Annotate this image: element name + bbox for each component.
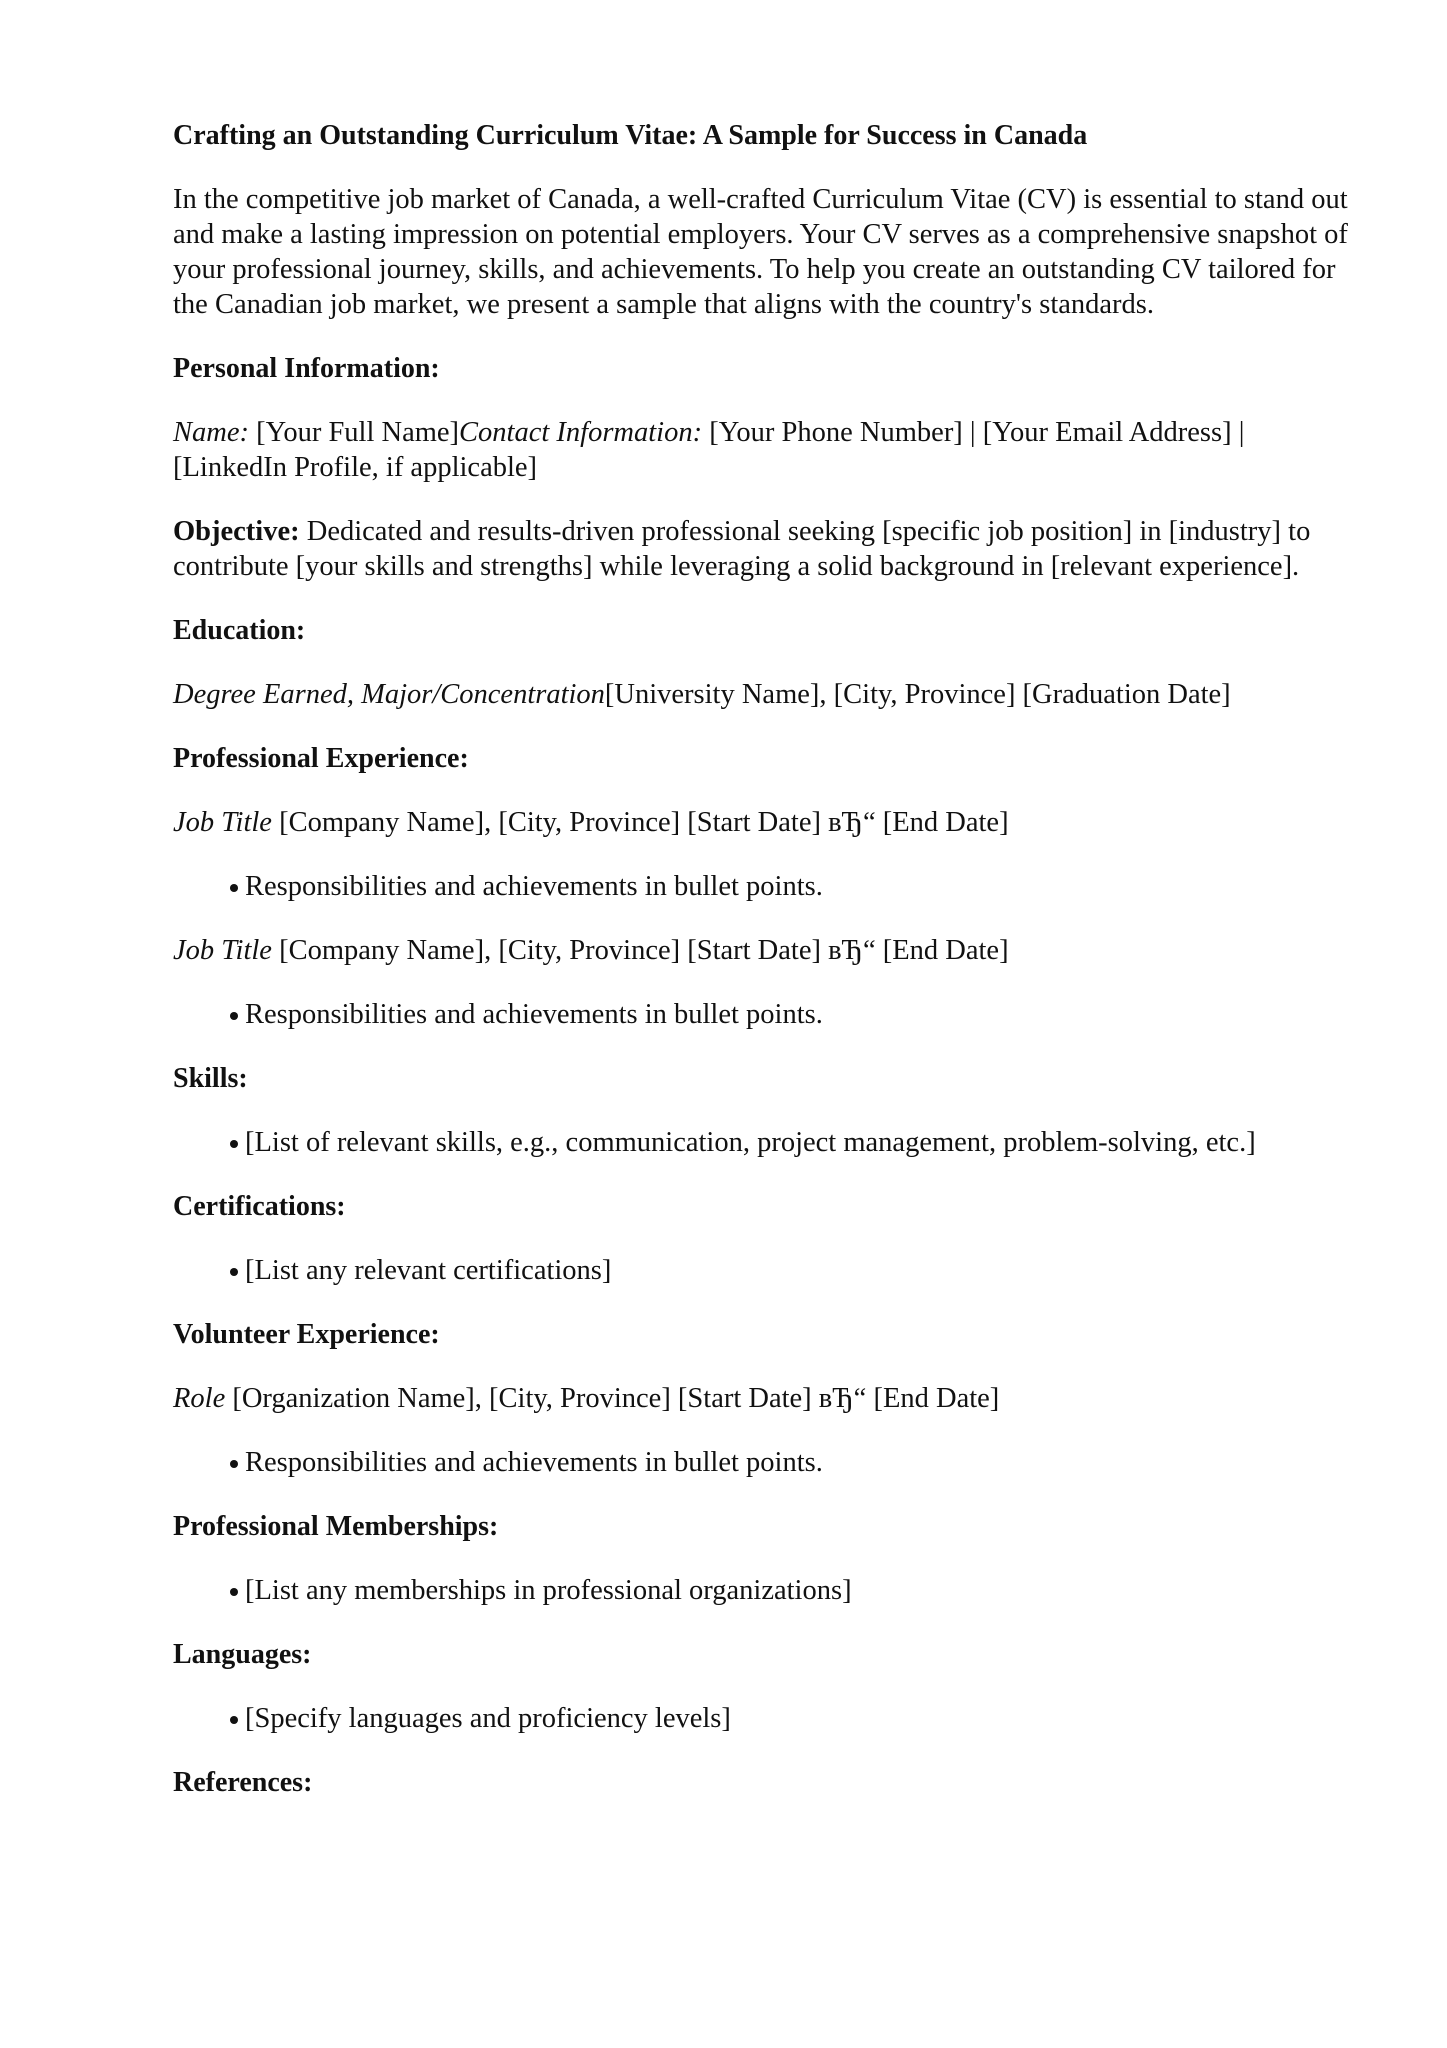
personal-info-heading: Personal Information:	[173, 353, 440, 384]
list-item	[173, 1253, 1353, 1288]
references-heading: References:	[173, 1767, 313, 1798]
contact-value: [Your Phone Number] | [Your Email Address] | [LinkedIn Profile, if applicable]	[173, 417, 1245, 483]
volunteer-line	[173, 1381, 1353, 1416]
list-item-text: [Specify languages and proficiency levels]	[245, 1703, 731, 1734]
list-item	[173, 1445, 1353, 1480]
certifications-heading: Certifications:	[173, 1191, 346, 1222]
degree-text: Degree Earned, Major/Concentration	[173, 679, 605, 710]
list-item-text: Responsibilities and achievements in bullet points.	[245, 871, 823, 902]
document-title: Crafting an Outstanding Curriculum Vitae: A Sample for Success in Canada	[173, 120, 1088, 151]
list-item-text: Responsibilities and achievements in bullet points.	[245, 999, 823, 1030]
bullet-icon	[230, 1012, 238, 1020]
bullet-icon	[230, 884, 238, 892]
skills-heading: Skills:	[173, 1063, 248, 1094]
document-page	[173, 118, 1353, 1829]
job-details: [Company Name], [City, Province] [Start Date] вЂ“ [End Date]	[271, 935, 1009, 966]
job-line	[173, 805, 1353, 840]
personal-info-line	[173, 415, 1353, 485]
list-item-text: [List any memberships in professional organizations]	[245, 1575, 852, 1606]
name-label: Name:	[173, 417, 249, 448]
education-heading: Education:	[173, 615, 306, 646]
bullet-icon	[230, 1140, 238, 1148]
volunteer-details: [Organization Name], [City, Province] [Start Date] вЂ“ [End Date]	[225, 1383, 1000, 1414]
job-title: Job Title	[173, 807, 272, 838]
objective-text: Dedicated and results-driven professional seeking [specific job position] in [industry] to contribute [your skills and strengths] while leveraging a solid background in [relevant experience].	[173, 516, 1311, 582]
bullet-icon	[230, 1460, 238, 1468]
job-title: Job Title	[173, 935, 272, 966]
list-item	[173, 1125, 1353, 1160]
list-item-text: [List any relevant certifications]	[245, 1255, 612, 1286]
volunteer-heading: Volunteer Experience:	[173, 1319, 440, 1350]
intro-paragraph: In the competitive job market of Canada, a well-crafted Curriculum Vitae (CV) is essential to stand out and make a lasting impression on potential employers. Your CV serves as a comprehensive snapshot of your professional journey, skills, and achievements. To help you create an outstanding CV tailored for the Canadian job market, we present a sample that aligns with the country's standards.	[173, 184, 1348, 320]
job-details: [Company Name], [City, Province] [Start Date] вЂ“ [End Date]	[271, 807, 1009, 838]
list-item-text: [List of relevant skills, e.g., communication, project management, problem-solving, etc.]	[245, 1127, 1256, 1158]
education-details: [University Name], [City, Province] [Graduation Date]	[604, 679, 1231, 710]
experience-heading: Professional Experience:	[173, 743, 469, 774]
bullet-icon	[230, 1268, 238, 1276]
objective-label: Objective:	[173, 516, 300, 547]
list-item-text: Responsibilities and achievements in bullet points.	[245, 1447, 823, 1478]
list-item	[173, 1701, 1353, 1736]
memberships-heading: Professional Memberships:	[173, 1511, 499, 1542]
education-line	[173, 677, 1353, 712]
objective-paragraph	[173, 514, 1353, 584]
job-line	[173, 933, 1353, 968]
volunteer-role: Role	[173, 1383, 226, 1414]
contact-label: Contact Information:	[459, 417, 703, 448]
list-item	[173, 869, 1353, 904]
languages-heading: Languages:	[173, 1639, 312, 1670]
bullet-icon	[230, 1716, 238, 1724]
bullet-icon	[230, 1588, 238, 1596]
name-value: [Your Full Name]	[248, 417, 460, 448]
list-item	[173, 997, 1353, 1032]
list-item	[173, 1573, 1353, 1608]
